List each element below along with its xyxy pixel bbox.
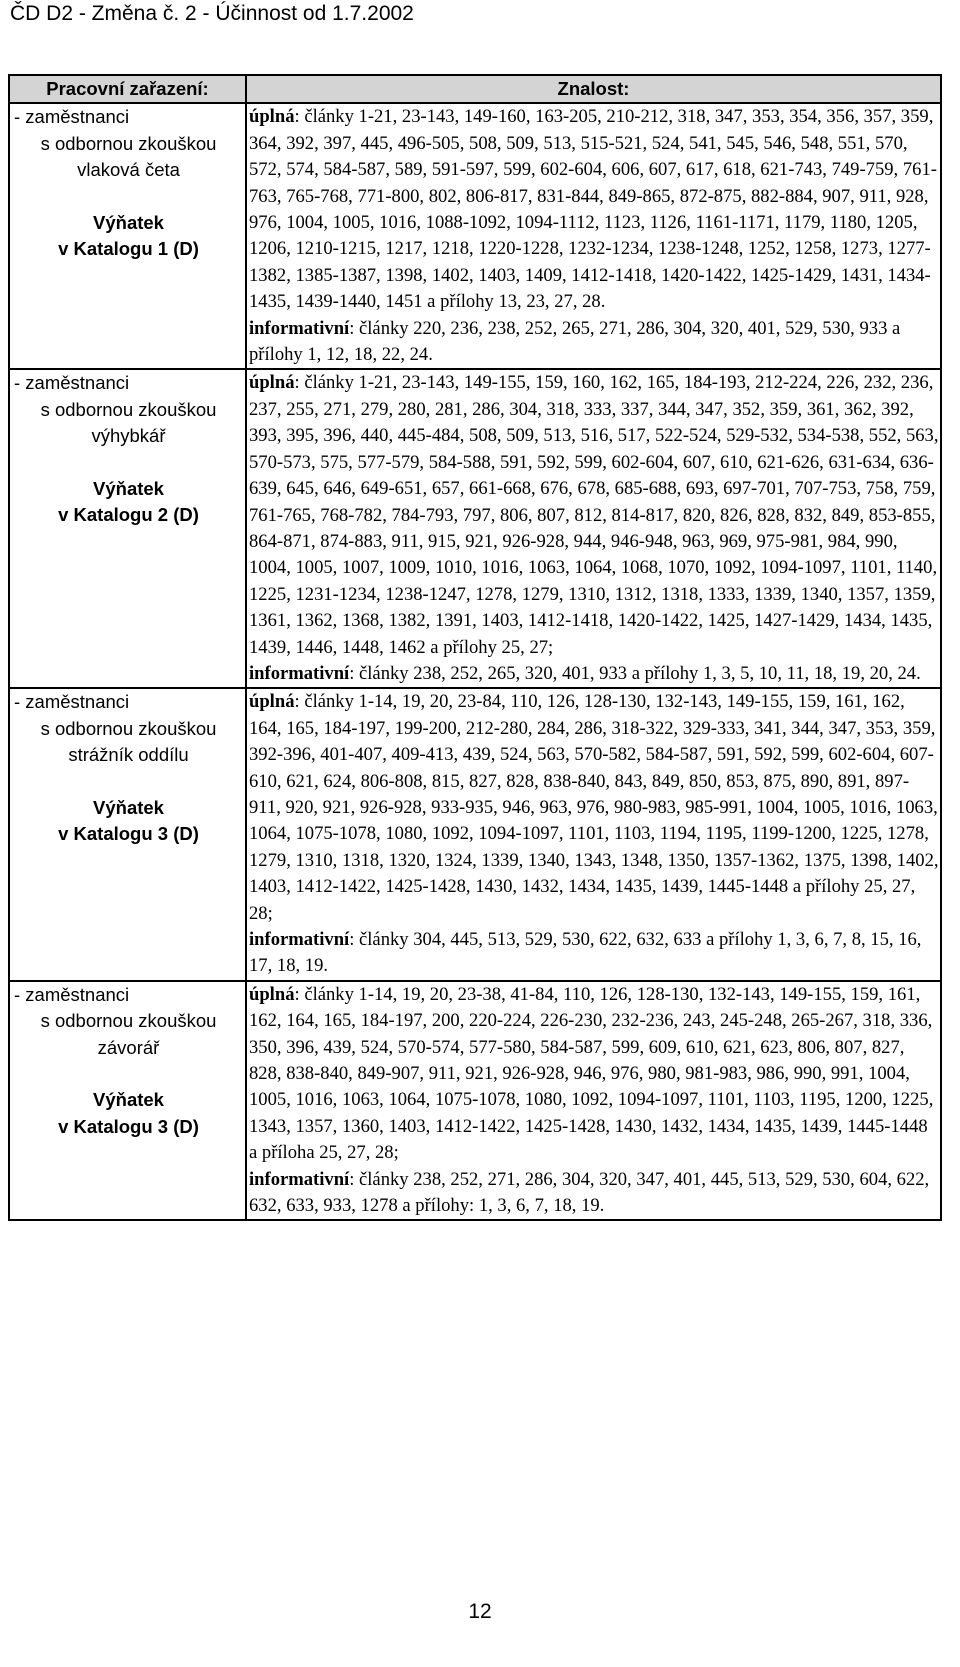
page-header: ČD D2 - Změna č. 2 - Účinnost od 1.7.2002 — [10, 2, 414, 25]
extract-label: Výňatek — [93, 212, 164, 234]
informative-label: informativní — [249, 929, 350, 950]
catalog-label: v Katalogu 3 (D) — [58, 1115, 199, 1137]
position-line: - zaměstnanci — [14, 372, 130, 394]
position-line: s odbornou zkouškou — [40, 398, 217, 420]
column-header-knowledge: Znalost: — [246, 75, 941, 103]
informative-label: informativní — [249, 662, 350, 684]
position-line: - zaměstnanci — [14, 983, 130, 1005]
catalog-label: v Katalogu 1 (D) — [58, 238, 199, 260]
full-knowledge — [249, 370, 940, 660]
informative-knowledge — [249, 661, 940, 687]
full-label: úplná — [249, 691, 295, 713]
table-row — [9, 103, 941, 369]
informative-knowledge — [249, 927, 940, 980]
informative-label: informativní — [249, 1168, 350, 1190]
full-label: úplná — [249, 983, 295, 1005]
position-line: s odbornou zkouškou — [40, 132, 217, 154]
position-cell — [9, 981, 246, 1221]
knowledge-table — [8, 74, 942, 1221]
informative-knowledge — [249, 1167, 940, 1220]
extract-label: Výňatek — [93, 796, 164, 818]
position-line: - zaměstnanci — [14, 691, 130, 713]
knowledge-cell — [246, 369, 941, 688]
full-label: úplná — [249, 372, 295, 394]
catalog-label: v Katalogu 3 (D) — [58, 823, 199, 845]
informative-articles: : články 238, 252, 271, 286, 304, 320, 347, 401, 445, 513, 529, 530, 604, 622, 632, 633, 933, 1278 a přílohy: 1, 3, 6, 7, 18, 19. — [249, 1168, 930, 1217]
full-articles: : články 1-21, 23-143, 149-160, 163-205, 210-212, 318, 347, 353, 354, 356, 357, 359, 364, 392, 397, 445, 496-505, 508, 509, 513, 515-521, 524, 541, 545, 546, 548, 551, 570, 572, 574, 584-587, 589, 591-597, 599, 602-604, 606, 607, 617, 618, 621-743, 749-759, 761-763, 765-768, 771-800, 802, 806-817, 831-844, 849-865, 872-875, 882-884, 907, 911, 928, 976, 1004, 1005, 1016, 1088-1092, 1094-1112, 1123, 1126, 1161-1171, 1179, 1180, 1205, 1206, 1210-1215, 1217, 1218, 1220-1228, 1232-1234, 1238-1248, 1252, 1258, 1273, 1277-1382, 1385-1387, 1398, 1402, 1403, 1409, 1412-1418, 1420-1422, 1425-1429, 1431, 1434-1435, 1439-1440, 1451 a přílohy 13, 23, 27, 28. — [249, 106, 937, 313]
position-line: vlaková četa — [77, 159, 180, 181]
informative-articles: : články 304, 445, 513, 529, 530, 622, 632, 633 a přílohy 1, 3, 6, 7, 8, 15, 16, 17, 18, 19. — [249, 929, 922, 977]
knowledge-cell — [246, 103, 941, 369]
full-articles: : články 1-14, 19, 20, 23-84, 110, 126, 128-130, 132-143, 149-155, 159, 161, 162, 164, 165, 184-197, 199-200, 212-280, 284, 286, 318-322, 329-333, 341, 344, 347, 353, 359, 392-396, 401-407, 409-413, 439, 524, 563, 570-582, 584-587, 591, 592, 599, 602-604, 607-610, 621, 624, 806-808, 815, 827, 828, 838-840, 843, 849, 850, 853, 875, 890, 891, 897-911, 920, 921, 926-928, 933-935, 946, 963, 976, 980-983, 985-991, 1004, 1005, 1016, 1063, 1064, 1075-1078, 1080, 1092, 1094-1097, 1101, 1103, 1194, 1195, 1199-1200, 1225, 1278, 1279, 1310, 1318, 1320, 1324, 1339, 1340, 1343, 1348, 1350, 1357-1362, 1375, 1398, 1402, 1403, 1412-1422, 1425-1428, 1430, 1432, 1434, 1435, 1439, 1445-1448 a přílohy 25, 27, 28; — [249, 691, 939, 924]
extract-label: Výňatek — [93, 1089, 164, 1111]
full-articles: : články 1-14, 19, 20, 23-38, 41-84, 110, 126, 128-130, 132-143, 149-155, 159, 161, 162, 164, 165, 184-197, 200, 220-224, 226-230, 232-236, 243, 245-248, 265-267, 318, 336, 350, 396, 439, 524, 570-574, 577-580, 584-587, 599, 609, 610, 621, 623, 806, 807, 827, 828, 838-840, 849-907, 911, 921, 926-928, 946, 976, 980, 981-983, 986, 990, 991, 1004, 1005, 1016, 1063, 1064, 1075-1078, 1080, 1092, 1094-1097, 1101, 1103, 1195, 1200, 1225, 1343, 1357, 1360, 1403, 1412-1422, 1425-1428, 1430, 1432, 1434, 1435, 1439, 1445-1448 a příloha 25, 27, 28; — [249, 983, 934, 1164]
full-knowledge — [249, 104, 940, 315]
column-header-position: Pracovní zařazení: — [9, 75, 246, 103]
informative-articles: : články 238, 252, 265, 320, 401, 933 a přílohy 1, 3, 5, 10, 11, 18, 19, 20, 24. — [349, 662, 921, 684]
position-line: s odbornou zkouškou — [40, 1010, 217, 1032]
position-cell — [9, 103, 246, 369]
position-line: výhybkář — [91, 425, 166, 447]
knowledge-cell — [246, 981, 941, 1221]
table-row — [9, 981, 941, 1221]
table-header-row — [9, 75, 941, 103]
full-knowledge — [249, 689, 940, 927]
position-line: s odbornou zkouškou — [40, 717, 217, 739]
position-line: strážník oddílu — [68, 744, 189, 766]
full-label: úplná — [249, 106, 295, 128]
position-line: - zaměstnanci — [14, 106, 130, 128]
catalog-label: v Katalogu 2 (D) — [58, 504, 199, 526]
extract-label: Výňatek — [93, 478, 164, 500]
informative-label: informativní — [249, 317, 350, 339]
knowledge-cell — [246, 688, 941, 980]
position-cell — [9, 369, 246, 688]
page-number: 12 — [468, 1600, 492, 1623]
full-articles: : články 1-21, 23-143, 149-155, 159, 160, 162, 165, 184-193, 212-224, 226, 232, 236, 237, 255, 271, 279, 280, 281, 286, 304, 318, 333, 337, 344, 347, 352, 359, 361, 362, 392, 393, 395, 396, 440, 445-484, 508, 509, 513, 516, 517, 522-524, 529-532, 534-538, 552, 563, 570-573, 575, 577-579, 584-588, 591, 592, 599, 602-604, 607, 610, 621-626, 631-634, 636-639, 645, 646, 649-651, 657, 661-668, 676, 678, 685-688, 693, 697-701, 707-753, 758, 759, 761-765, 768-782, 784-793, 797, 806, 807, 812, 814-817, 820, 826, 828, 832, 849, 853-855, 864-871, 874-883, 911, 915, 921, 926-928, 944, 946-948, 963, 969, 975-981, 984, 990, 1004, 1005, 1007, 1009, 1010, 1016, 1063, 1064, 1068, 1070, 1092, 1094-1097, 1101, 1140, 1225, 1231-1234, 1238-1247, 1278, 1279, 1310, 1312, 1318, 1333, 1339, 1340, 1357, 1359, 1361, 1362, 1368, 1382, 1391, 1403, 1412-1418, 1420-1422, 1425, 1427-1429, 1434, 1435, 1439, 1446, 1448, 1462 a přílohy 25, 27; — [249, 372, 939, 658]
table-row — [9, 369, 941, 688]
full-knowledge — [249, 982, 940, 1167]
position-cell — [9, 688, 246, 980]
position-line: závorář — [97, 1036, 160, 1058]
table-row — [9, 688, 941, 980]
informative-articles: : články 220, 236, 238, 252, 265, 271, 286, 304, 320, 401, 529, 530, 933 a přílohy 1, 12, 18, 22, 24. — [249, 317, 901, 366]
informative-knowledge — [249, 316, 940, 369]
